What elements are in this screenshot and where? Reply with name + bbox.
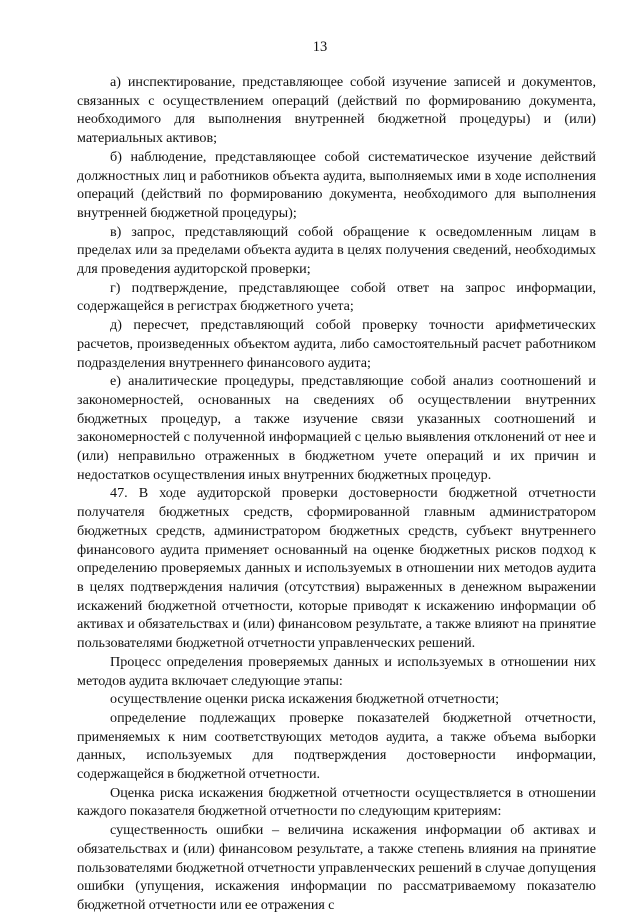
paragraph-stage-risk-assessment: осуществление оценки риска искажения бюджетной отчетности; <box>110 691 500 708</box>
paragraph-clause-47: 47. В ходе аудиторской проверки достоверности бюджетной отчетности получателя бюджетных средств, сформированной главным администратором бюджетных средств, администратором бюджетных средств, субъект внутреннего финансового аудита применяет основанный на оценке бюджетных рисков подход к определению проверяемых данных и используемых в отношении них методов аудита в целях подтверждения наличия (отсутствия) выраженных в денежном выражении искажений бюджетной отчетности, которые приводят к искажению информации об активах и обязательствах и (или) финансовом результате, а также влияют на принятие пользователями бюджетной отчетности управленческих решений. <box>77 485 596 652</box>
paragraph-item-v-inquiry: в) запрос, представляющий собой обращение к осведомленным лицам в пределах или за пределами объекта аудита в целях получения сведений, необходимых для проведения аудиторской проверки; <box>77 223 596 278</box>
paragraph-item-b-observation: б) наблюдение, представляющее собой систематическое изучение действий должностных лиц и работников объекта аудита, выполняемых ими в ходе исполнения операций (действий по формированию документа, необходимого для выполнения внутренней бюджетной процедуры); <box>77 148 596 221</box>
paragraph-item-g-confirmation: г) подтверждение, представляющее собой ответ на запрос информации, содержащейся в регистрах бюджетного учета; <box>77 279 596 315</box>
paragraph-item-a-inspection: а) инспектирование, представляющее собой изучение записей и документов, связанных с осуществлением операций (действий по формированию документа, необходимого для выполнения внутренней бюджетной процедуры) и (или) материальных активов; <box>77 74 596 147</box>
paragraph-process-stages: Процесс определения проверяемых данных и используемых в отношении них методов аудита включает следующие этапы: <box>77 653 596 689</box>
document-body <box>77 73 596 915</box>
paragraph-item-e-analytical-procedures: е) аналитические процедуры, представляющие собой анализ соотношений и закономерностей, основанных на сведениях об осуществлении внутренних бюджетных процедур, а также изучение связи указанных соотношений и закономерностей с полученной информацией с целью выявления отклонений от нее и (или) неправильно отраженных в бюджетном учете операций и их причин и недостатков осуществления иных внутренних бюджетных процедур. <box>77 373 596 483</box>
paragraph-criterion-materiality: существенность ошибки – величина искажения информации об активах и обязательствах и (или) финансовом результате, а также степень влияния на принятие пользователями бюджетной отчетности управленческих решений в случае допущения ошибки (упущения, искажения информации по рассматриваемому показателю бюджетной отчетности или ее отражения с <box>77 822 596 913</box>
paragraph-item-d-recalculation: д) пересчет, представляющий собой проверку точности арифметических расчетов, произведенных объектом аудита, либо самостоятельный расчет работником подразделения внутреннего финансового аудита; <box>77 317 596 371</box>
paragraph-risk-criteria: Оценка риска искажения бюджетной отчетности осуществляется в отношении каждого показателя бюджетной отчетности по следующим критериям: <box>77 784 596 820</box>
page-number: 13 <box>312 39 328 55</box>
paragraph-stage-indicators: определение подлежащих проверке показателей бюджетной отчетности, применяемых к ним соответствующих методов аудита, а также объема выборки данных, используемых для подтверждения достоверности информации, содержащейся в бюджетной отчетности. <box>77 709 596 783</box>
